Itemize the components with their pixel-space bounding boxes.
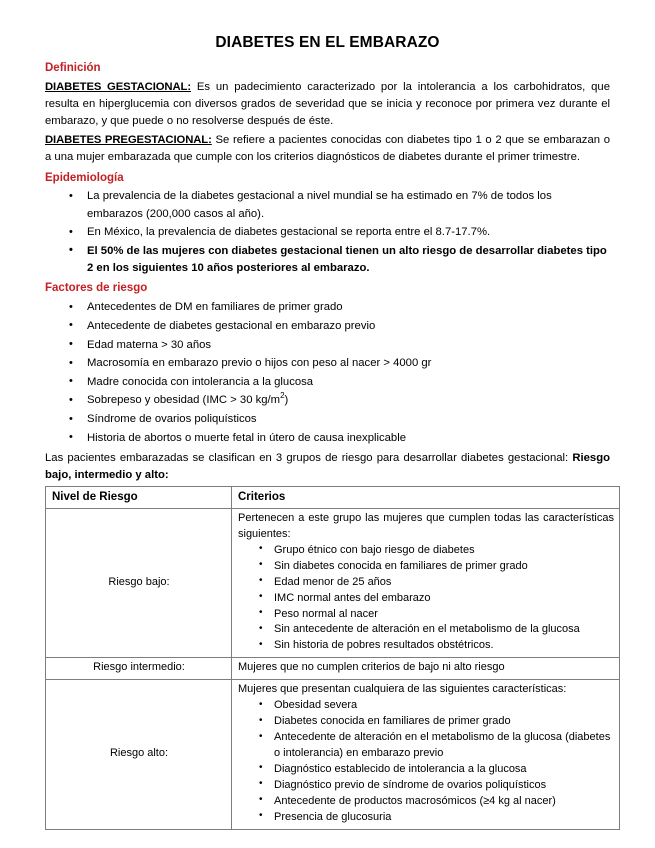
list-item: • Edad materna > 30 años <box>87 337 610 354</box>
list-item: • El 50% de las mujeres con diabetes gestacional tienen un alto riesgo de desarrollar diabetes tipo 2 en los siguientes 10 años posteriores al embarazo. <box>87 243 610 277</box>
list-item: • Sin antecedente de alteración en el metabolismo de la glucosa <box>274 622 614 638</box>
list-item-text: Sobrepeso y obesidad (IMC > 30 kg/m <box>87 394 281 407</box>
criteria-intro: Mujeres que presentan cualquiera de las siguientes características: <box>238 683 567 696</box>
criteria-list-bajo <box>238 543 614 655</box>
paragraph-diabetes-gestacional <box>45 79 610 130</box>
list-item: • Sin diabetes conocida en familiares de primer grado <box>274 559 614 575</box>
section-heading-epidemiologia: Epidemiología <box>45 171 124 184</box>
intro-text-bold: Riesgo bajo, intermedio y alto: <box>45 451 610 482</box>
text-diabetes-gestacional: Es un padecimiento caracterizado por la intolerancia a los carbohidratos, que resulta en hiperglucemia con diversos grados de severidad que se inicia y reconoce por primera vez durante el embarazo, y que puede o no resolverse después de éste. <box>45 80 610 128</box>
list-item: • Sin historia de pobres resultados obstétricos. <box>274 638 614 654</box>
cell-criteria-intermedio <box>232 658 620 680</box>
paragraph-intro-tabla <box>45 450 610 484</box>
table-header-criterios: Criterios <box>232 487 620 509</box>
label-diabetes-gestacional: DIABETES GESTACIONAL: <box>45 80 191 93</box>
table-header-row <box>46 487 620 509</box>
list-item: • Obesidad severa <box>274 698 614 714</box>
criteria-list-alto <box>238 698 614 826</box>
list-item: • Antecedentes de DM en familiares de primer grado <box>87 299 610 316</box>
text-diabetes-pregestacional: Se refiere a pacientes conocidas con diabetes tipo 1 o 2 que se embarazan o a una mujer embarazada que cumple con los criterios diagnósticos de diabetes durante el primer trimestre. <box>45 134 610 164</box>
list-item: • Edad menor de 25 años <box>274 575 614 591</box>
list-item: • Diagnóstico previo de síndrome de ovarios poliquísticos <box>274 778 614 794</box>
list-item: • Antecedente de diabetes gestacional en embarazo previo <box>87 318 610 335</box>
list-item: • Diagnóstico establecido de intolerancia a la glucosa <box>274 762 614 778</box>
list-item: • IMC normal antes del embarazo <box>274 591 614 607</box>
list-item <box>87 392 610 409</box>
list-item: • Peso normal al nacer <box>274 607 614 623</box>
list-item: • En México, la prevalencia de diabetes gestacional se reporta entre el 8.7-17.7%. <box>87 224 610 241</box>
criteria-intro: Mujeres que no cumplen criterios de bajo ni alto riesgo <box>238 661 505 674</box>
label-diabetes-pregestacional: DIABETES PREGESTACIONAL: <box>45 134 212 147</box>
paragraph-diabetes-pregestacional <box>45 132 610 166</box>
epidemiologia-list <box>45 188 610 277</box>
list-item: • Macrosomía en embarazo previo o hijos con peso al nacer > 4000 gr <box>87 355 610 372</box>
list-item: • Diabetes conocida en familiares de primer grado <box>274 714 614 730</box>
intro-text: Las pacientes embarazadas se clasifican en 3 grupos de riesgo para desarrollar diabetes gestacional: <box>45 451 573 464</box>
criteria-intro: Pertenecen a este grupo las mujeres que cumplen todas las características siguientes: <box>238 511 614 540</box>
cell-risk-level-alto: Riesgo alto: <box>46 680 232 829</box>
table-row <box>46 658 620 680</box>
superscript-two: 2 <box>280 391 285 401</box>
cell-criteria-alto <box>232 680 620 829</box>
page-title: DIABETES EN EL EMBARAZO <box>215 34 440 51</box>
cell-criteria-bajo <box>232 508 620 657</box>
list-item: • La prevalencia de la diabetes gestacional a nivel mundial se ha estimado en 7% de todos los embarazos (200,000 casos al año). <box>87 188 610 222</box>
cell-risk-level-intermedio: Riesgo intermedio: <box>46 658 232 680</box>
section-heading-factores-de-riesgo: Factores de riesgo <box>45 282 148 295</box>
cell-risk-level-bajo: Riesgo bajo: <box>46 508 232 657</box>
list-item: • Antecedente de productos macrosómicos (≥4 kg al nacer) <box>274 794 614 810</box>
list-item: • Antecedente de alteración en el metabolismo de la glucosa (diabetes o intolerancia) en embarazo previo <box>274 730 614 762</box>
table-header-nivel-de-riesgo: Nivel de Riesgo <box>46 487 232 509</box>
list-item: • Grupo étnico con bajo riesgo de diabetes <box>274 543 614 559</box>
list-item: • Madre conocida con intolerancia a la glucosa <box>87 374 610 391</box>
list-item: • Presencia de glucosuria <box>274 810 614 826</box>
table-row <box>46 508 620 657</box>
list-item-tail: ) <box>284 394 289 407</box>
risk-level-table <box>45 486 620 829</box>
list-item: • Síndrome de ovarios poliquísticos <box>87 411 610 428</box>
list-item: • Historia de abortos o muerte fetal in útero de causa inexplicable <box>87 430 610 447</box>
table-row <box>46 680 620 829</box>
section-heading-definicion: Definición <box>45 61 101 74</box>
factores-de-riesgo-list <box>45 299 610 447</box>
